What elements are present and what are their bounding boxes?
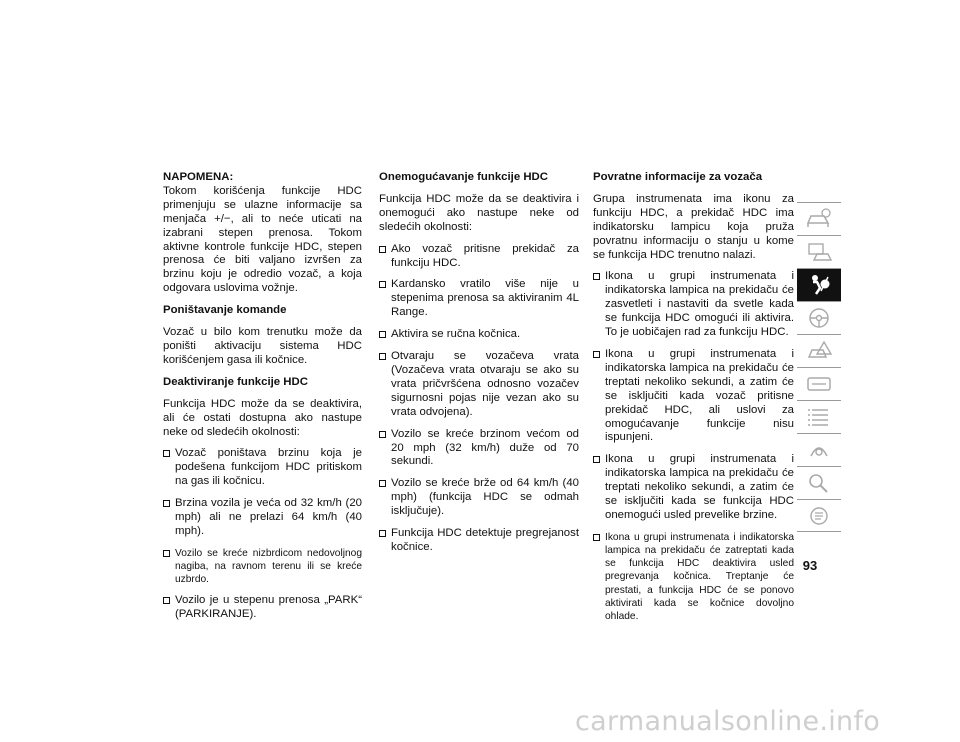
tab-car-info[interactable] bbox=[797, 202, 841, 235]
tab-search[interactable] bbox=[797, 466, 841, 499]
deactivate-intro: Funkcija HDC može da se deaktivira, ali će ostati dostupna ako nastupe neke od sledećih okolnosti: bbox=[163, 397, 362, 438]
index-icon bbox=[804, 504, 834, 528]
list-item: Ikona u grupi instrumenata i indikatorska lampica na prekidaču će zasvetleti i nastaviti da svetle kada se funkcija HDC omogući ili aktivira. To je uobičajen rad za funkciju HDC. bbox=[593, 270, 794, 340]
list-item: Kardansko vratilo više nije u stepenima prenosa sa aktiviranim 4L Range. bbox=[379, 278, 579, 320]
tab-steering-wheel[interactable] bbox=[797, 301, 841, 334]
tab-car-message[interactable] bbox=[797, 235, 841, 268]
car-service-icon bbox=[804, 372, 834, 396]
note-heading: NAPOMENA: bbox=[163, 171, 234, 183]
search-icon bbox=[804, 471, 834, 495]
car-message-icon bbox=[804, 240, 834, 264]
multimedia-icon bbox=[804, 438, 834, 462]
list-item: Vozač poništava brzinu koja je podešena funkcijom HDC pritiskom na gas ili kočnicu. bbox=[163, 447, 362, 489]
steering-wheel-icon bbox=[804, 306, 834, 330]
feedback-intro: Grupa instrumenata ima ikonu za funkciju HDC, a prekidač HDC ima indikatorsku lampicu koja pruža povratnu informaciju o stanju u kome se funkcija HDC trenutno nalazi. bbox=[593, 192, 794, 261]
list-item: Ikona u grupi instrumenata i indikatorska lampica na prekidaču će zatreptati kada se funkcija HDC deaktivira usled pregrevanja kočnica. Treptanje će prestati, a funkcija HDC će se ponovo aktivirati kada se kočnice dovoljno ohlade. bbox=[593, 531, 794, 623]
column-right bbox=[593, 171, 794, 631]
deactivate-list bbox=[163, 447, 362, 622]
list-item: Ikona u grupi instrumenata i indikatorska lampica na prekidaču će treptati nekoliko sekundi, a zatim će se isključiti kada se funkcija HDC onemogući usled prevelike brzine. bbox=[593, 453, 794, 523]
list-item: Ikona u grupi instrumenata i indikatorska lampica na prekidaču će treptati nekoliko sekundi, a zatim će se isključiti kada vozač pritisne prekidač HDC, ali uslovi za omogućavanje funkcije nisu ispunjeni. bbox=[593, 348, 794, 445]
note-text: Tokom korišćenja funkcije HDC primenjuju se ulazne informacije sa menjača +/−, ali to neće uticati na izabrani stepen prenosa. Tokom aktivne kontrole funkcije HDC, stepen prenosa će biti valjano izvršen za brzinu koju je odredio vozač, a koja odgovara uslovima vožnje. bbox=[163, 184, 362, 295]
tab-multimedia[interactable] bbox=[797, 433, 841, 466]
car-info-icon bbox=[804, 207, 834, 231]
column-left bbox=[163, 171, 362, 630]
list-item: Vozilo se kreće brzinom većom od 20 mph (32 km/h) duže od 70 sekundi. bbox=[379, 428, 579, 470]
list-item: Vozilo se kreće nizbrdicom nedovoljnog nagiba, na ravnom terenu ili se kreće uzbrdo. bbox=[163, 547, 362, 587]
tab-index[interactable] bbox=[797, 499, 841, 532]
page-number: 93 bbox=[802, 558, 818, 573]
list-item: Otvaraju se vozačeva vrata (Vozačeva vrata otvaraju se ako su vrata pričvršćena odnosno vozačev sigurnosni pojas nije vezan ako su vrata odvojena). bbox=[379, 350, 579, 420]
list-item: Brzina vozila je veća od 32 km/h (20 mph) ali ne prelazi 64 km/h (40 mph). bbox=[163, 497, 362, 539]
checklist-icon bbox=[804, 405, 834, 429]
tab-checklist[interactable] bbox=[797, 400, 841, 433]
column-middle bbox=[379, 171, 579, 563]
list-item: Ako vozač pritisne prekidač za funkciju HDC. bbox=[379, 243, 579, 271]
cancel-text: Vozač u bilo kom trenutku može da poništi aktivaciju sistema HDC korišćenjem gasa ili kočnice. bbox=[163, 326, 362, 366]
list-item: Aktivira se ručna kočnica. bbox=[379, 328, 579, 342]
tab-car-warning[interactable] bbox=[797, 334, 841, 367]
deactivate-heading: Deaktiviranje funkcije HDC bbox=[163, 375, 308, 388]
disable-intro: Funkcija HDC može da se deaktivira i onemogući ako nastupe neke od sledećih okolnosti: bbox=[379, 192, 579, 233]
chapter-tabs bbox=[797, 202, 841, 532]
note-block bbox=[163, 171, 362, 296]
feedback-list bbox=[593, 270, 794, 623]
list-item: Funkcija HDC detektuje pregrejanost kočnice. bbox=[379, 527, 579, 555]
list-item: Vozilo je u stepenu prenosa „PARK“ (PARKIRANJE). bbox=[163, 594, 362, 622]
disable-heading: Onemogućavanje funkcije HDC bbox=[379, 171, 549, 183]
car-warning-icon bbox=[804, 339, 834, 363]
list-item: Vozilo se kreće brže od 64 km/h (40 mph) (funkcija HDC se odmah isključuje). bbox=[379, 477, 579, 519]
airbag-safety-icon bbox=[804, 273, 834, 297]
disable-list bbox=[379, 243, 579, 555]
feedback-heading: Povratne informacije za vozača bbox=[593, 171, 763, 183]
cancel-heading: Poništavanje komande bbox=[163, 304, 287, 317]
tab-airbag-safety[interactable] bbox=[797, 268, 841, 301]
watermark: carmanualsonline.info bbox=[575, 706, 881, 737]
tab-car-service[interactable] bbox=[797, 367, 841, 400]
